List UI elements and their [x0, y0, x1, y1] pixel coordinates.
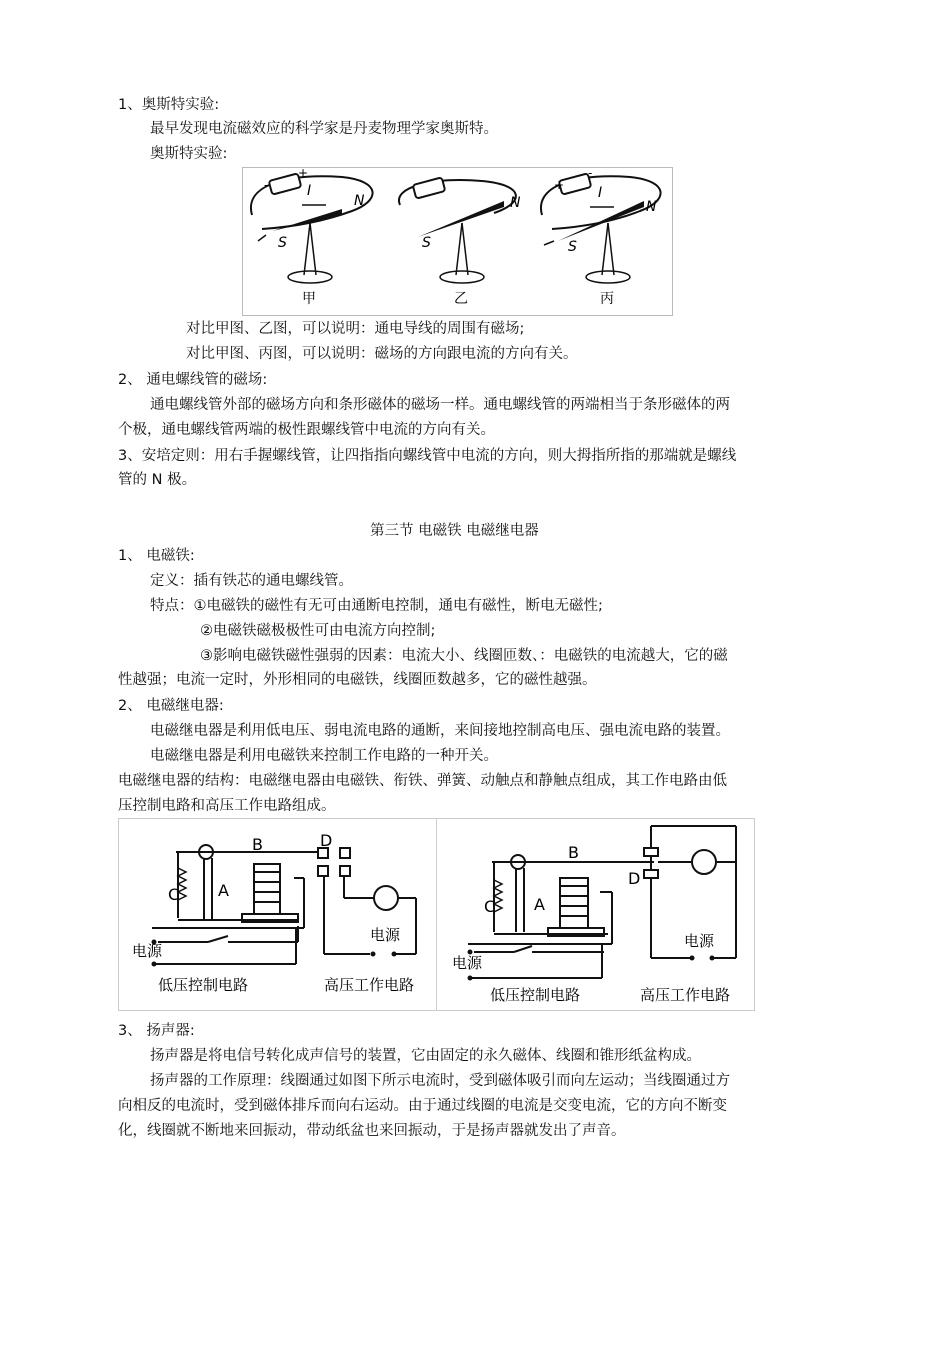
svg-text:+: + [298, 167, 309, 180]
speaker-paragraph-1: 扬声器是将电信号转化成声信号的装置，它由固定的永久磁体、线圈和锥形纸盆构成。 [150, 1048, 701, 1064]
electromagnet-feature-3b: 性越强；电流一定时，外形相同的电磁铁，线圈匝数越多，它的磁性越强。 [118, 672, 597, 688]
electromagnet-definition: 定义：插有铁芯的通电螺线管。 [150, 573, 353, 589]
svg-text:I: I [598, 185, 603, 201]
ampere-rule-line-1: 3、安培定则：用右手握螺线管，让四指指向螺线管中电流的方向，则大拇指所指的那端就是螺线 [118, 448, 737, 464]
svg-text:C: C [168, 885, 180, 904]
svg-text:S: S [278, 235, 287, 251]
svg-text:S: S [568, 239, 577, 255]
svg-text:C: C [484, 897, 496, 916]
relay-structure-line-2: 压控制电路和高压工作电路组成。 [118, 798, 336, 814]
oersted-line-2: 奥斯特实验: [150, 146, 228, 162]
solenoid-paragraph-line-1: 通电螺线管外部的磁场方向和条形磁体的磁场一样。通电螺线管的两端相当于条形磁体的两 [150, 397, 730, 413]
svg-text:-: - [264, 178, 269, 192]
oersted-line-1: 最早发现电流磁效应的科学家是丹麦物理学家奥斯特。 [150, 121, 498, 137]
electromagnet-feature-2: ②电磁铁磁极极性可由电流方向控制; [200, 623, 436, 639]
electromagnet-feature-3a: ③影响电磁铁磁性强弱的因素：电流大小、线圈匝数、：电磁铁的电流越大，它的磁 [200, 648, 728, 664]
svg-text:N: N [354, 193, 365, 209]
electromagnet-heading: 1、 电磁铁: [118, 548, 195, 564]
svg-text:A: A [218, 881, 229, 900]
oersted-experiment-figure [242, 167, 674, 317]
svg-text:电源: 电源 [370, 926, 401, 944]
relay-paragraph-2: 电磁继电器是利用电磁铁来控制工作电路的一种开关。 [150, 748, 498, 764]
svg-text:+: + [554, 178, 565, 192]
svg-text:B: B [568, 843, 579, 862]
ampere-rule-line-2: 管的 N 极。 [118, 472, 197, 488]
svg-text:N: N [510, 195, 521, 211]
svg-text:A: A [534, 895, 545, 914]
relay-heading: 2、 电磁继电器: [118, 698, 224, 714]
svg-text:B: B [252, 835, 263, 854]
speaker-paragraph-2: 扬声器的工作原理：线圈通过如图下所示电流时，受到磁体吸引而向左运动；当线圈通过方 [150, 1073, 730, 1089]
relay-circuit-figure [118, 818, 756, 1012]
svg-text:丙: 丙 [600, 291, 614, 307]
solenoid-heading: 2、 通电螺线管的磁场: [118, 372, 268, 388]
svg-text:乙: 乙 [454, 291, 468, 307]
svg-text:D: D [320, 831, 333, 850]
svg-text:高压工作电路: 高压工作电路 [324, 976, 415, 994]
svg-text:低压控制电路: 低压控制电路 [490, 986, 581, 1004]
svg-text:电源: 电源 [132, 942, 163, 960]
oersted-heading: 1、奥斯特实验: [118, 97, 220, 113]
svg-text:甲: 甲 [302, 291, 316, 307]
svg-text:S: S [422, 235, 431, 251]
relay-structure-line-1: 电磁继电器的结构：电磁继电器由电磁铁、衔铁、弹簧、动触点和静触点组成，其工作电路由低 [118, 773, 727, 789]
svg-text:I: I [307, 183, 312, 199]
svg-text:低压控制电路: 低压控制电路 [158, 976, 249, 994]
section-title: 第三节 电磁铁 电磁继电器 [370, 523, 539, 539]
electromagnet-feature-1: 特点：①电磁铁的磁性有无可由通断电控制，通电有磁性，断电无磁性; [150, 598, 603, 614]
relay-paragraph-1: 电磁继电器是利用低电压、弱电流电路的通断，来间接地控制高电压、强电流电路的装置。 [150, 723, 730, 739]
speaker-paragraph-4: 化，线圈就不断地来回振动，带动纸盆也来回振动，于是扬声器就发出了声音。 [118, 1123, 626, 1139]
svg-text:电源: 电源 [452, 954, 483, 972]
svg-text:D: D [628, 869, 641, 888]
speaker-paragraph-3: 向相反的电流时，受到磁体排斥而向右运动。由于通过线圈的电流是交变电流，它的方向不断变 [118, 1098, 727, 1114]
svg-text:N: N [646, 199, 657, 215]
solenoid-paragraph-line-2: 个极，通电螺线管两端的极性跟螺线管中电流的方向有关。 [118, 422, 495, 438]
oersted-compare-2: 对比甲图、丙图，可以说明：磁场的方向跟电流的方向有关。 [186, 346, 578, 362]
svg-text:高压工作电路: 高压工作电路 [640, 986, 731, 1004]
svg-text:-: - [588, 167, 593, 180]
oersted-compare-1: 对比甲图、乙图，可以说明：通电导线的周围有磁场; [186, 321, 525, 337]
svg-text:电源: 电源 [684, 932, 715, 950]
speaker-heading: 3、 扬声器: [118, 1023, 195, 1039]
